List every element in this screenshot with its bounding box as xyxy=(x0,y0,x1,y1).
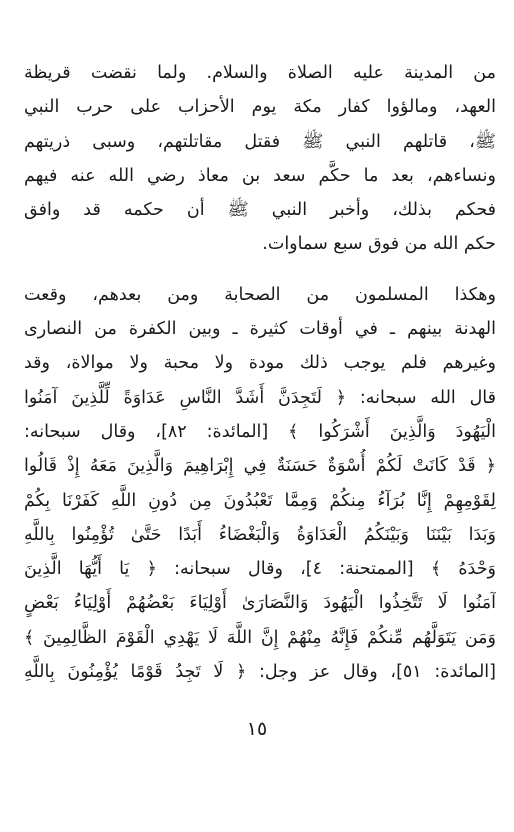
text-line: فحكم بذلك، وأخبر النبي ﷺ أن حكمه قد وافق xyxy=(24,200,496,221)
text-line: من المدينة عليه الصلاة والسلام. ولما نقضت قريظة xyxy=(24,63,496,83)
text-line: ﴿ قَدْ كَانَتْ لَكُمْ أُسْوَةٌ حَسَنَةٌ فِي إِبْرَاهِيمَ وَالَّذِينَ مَعَهُ إِذْ قَالُوا xyxy=(24,456,496,477)
text-line: العهد، ومالؤوا كفار مكة يوم الأحزاب على حرب النبي xyxy=(24,97,496,118)
text-line: حكم الله من فوق سبع سماوات. xyxy=(262,234,496,255)
paragraph-2 xyxy=(24,278,496,690)
paragraph-1 xyxy=(24,56,496,262)
text-line: وَمَن يَتَوَلَّهُم مِّنكُمْ فَإِنَّهُ مِنْهُمْ إِنَّ اللَّهَ لَا يَهْدِي الْقَوْمَ الظَّالِمِينَ ﴾ xyxy=(24,627,496,648)
text-line: الهدنة بينهم ـ في أوقات كثيرة ـ وبين الكفرة من النصارى xyxy=(24,319,496,340)
text-line: وَحْدَهُ ﴾ [الممتحنة: ٤]، وقال سبحانه: ﴿ يَا أَيُّهَا الَّذِينَ xyxy=(24,559,496,580)
page-number: ١٥ xyxy=(246,718,268,740)
paragraph-gap xyxy=(24,262,496,278)
text-line: آمَنُوا لَا تَتَّخِذُوا الْيَهُودَ وَالنَّصَارَىٰ أَوْلِيَاءَ بَعْضُهُمْ أَوْلِيَاءُ بَعْضٍ xyxy=(24,593,496,614)
text-line: ﷺ، قاتلهم النبي ﷺ فقتل مقاتلتهم، وسبى ذريتهم xyxy=(24,131,496,152)
text-line: وغيرهم فلم يوجب ذلك مودة ولا محبة ولا موالاة، وقد xyxy=(24,353,496,374)
page-body xyxy=(24,56,496,689)
text-line: وَبَدَا بَيْنَنَا وَبَيْنَكُمُ الْعَدَاوَةُ وَالْبَغْضَاءُ أَبَدًا حَتَّىٰ تُؤْمِنُوا بِاللَّهِ xyxy=(24,524,496,545)
text-line: وهكذا المسلمون من الصحابة ومن بعدهم، وقعت xyxy=(24,284,496,305)
text-line: [المائدة: ٥١]، وقال عز وجل: ﴿ لَا تَجِدُ قَوْمًا يُؤْمِنُونَ بِاللَّهِ xyxy=(24,662,496,683)
text-line: ونساءهم، بعد ما حكَّم سعد بن معاذ رضي الله عنه فيهم xyxy=(24,165,496,186)
text-line: قال الله سبحانه: ﴿ لَتَجِدَنَّ أَشَدَّ النَّاسِ عَدَاوَةً لِّلَّذِينَ آمَنُوا xyxy=(24,387,496,408)
text-line: الْيَهُودَ وَالَّذِينَ أَشْرَكُوا ﴾ [المائدة: ٨٢]، وقال سبحانه: xyxy=(24,421,496,442)
text-line: لِقَوْمِهِمْ إِنَّا بُرَآءُ مِنكُمْ وَمِمَّا تَعْبُدُونَ مِن دُونِ اللَّهِ كَفَرْنَا بِكُمْ xyxy=(24,490,496,511)
